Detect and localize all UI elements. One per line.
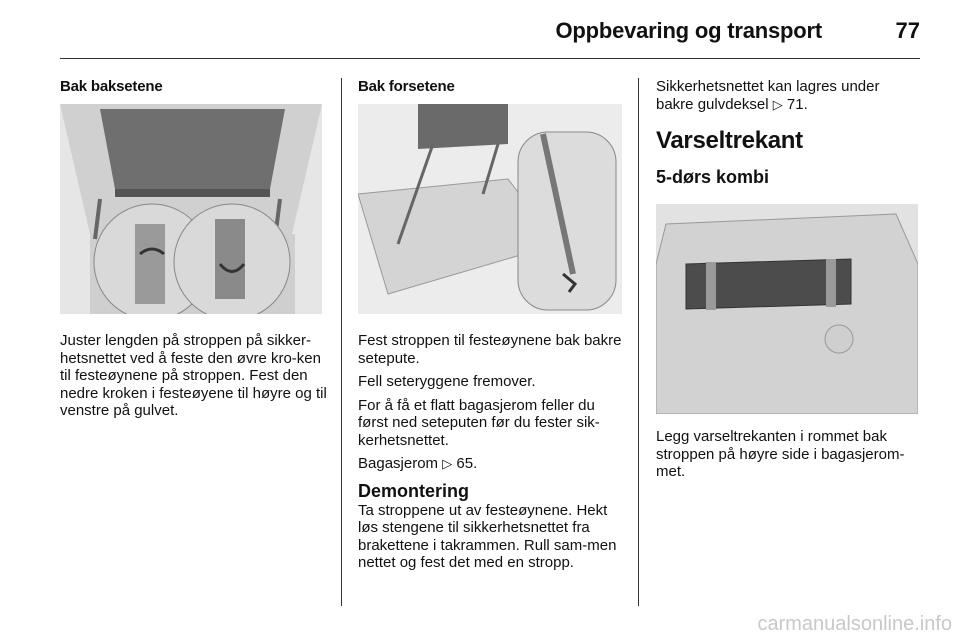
column-1-text <box>60 332 328 426</box>
paragraph-net-storage <box>656 78 920 113</box>
paragraph-fold-seatbacks: Fell seteryggene fremover. <box>358 373 536 390</box>
reference-arrow-icon: ▷ <box>442 456 453 471</box>
cargo-ref-text: Bagasjerom <box>358 455 439 472</box>
figure-warning-triangle <box>656 204 918 414</box>
column-divider-1 <box>341 78 342 606</box>
section-heading-bak-forsetene: Bak forsetene <box>358 78 455 95</box>
column-1 <box>60 78 328 95</box>
running-header-title: Oppbevaring og transport <box>555 18 822 43</box>
cargo-ref-page[interactable]: 65. <box>456 455 478 472</box>
paragraph-demontering: Ta stroppene ut av festeøynene. Hekt løs stengene til sikkerhetsnettet fra brakettene i takrammen. Rull sam-men nettet og fest det med en stropp. <box>358 501 617 571</box>
column-2-heading <box>358 78 626 95</box>
paragraph-adjust-strap: Juster lengden på stroppen på sikker-hetsnettet ved å feste den øvre kro-ken til festeøynene på stroppen. Fest den nedre kroken i festeøyene til høyre og til venstre på gulvet. <box>60 332 327 419</box>
header-rule <box>60 58 920 59</box>
subheading-5-dors-kombi: 5-dørs kombi <box>656 167 770 187</box>
reference-arrow-icon: ▷ <box>772 96 783 112</box>
paragraph-flat-cargo: For å få et flatt bagasjerom feller du først ned seteputen før du fester sik-kerhetsnettet. <box>358 396 600 449</box>
column-divider-2 <box>638 78 639 606</box>
column-2-text <box>358 332 626 578</box>
subheading-demontering: Demontering <box>358 480 470 501</box>
paragraph-fasten-strap: Fest stroppen til festeøynene bak bakre setepute. <box>358 332 622 367</box>
paragraph-cargo-ref <box>358 455 626 473</box>
net-storage-text: Sikkerhetsnettet kan lagres under bakre gulvdeksel <box>656 78 880 113</box>
column-3-text-top <box>656 78 920 188</box>
column-3-text-bottom <box>656 428 920 487</box>
paragraph-place-triangle: Legg varseltrekanten i rommet bak stroppen på høyre side i bagasjerom-met. <box>656 428 905 480</box>
net-storage-page[interactable]: 71. <box>786 95 808 113</box>
figure-front-seat-net <box>358 104 622 314</box>
section-heading-varseltrekant: Varseltrekant <box>656 127 803 154</box>
page-number: 77 <box>895 18 920 43</box>
watermark: carmanualsonline.info <box>757 613 952 635</box>
figure-seat-back-net <box>60 104 322 314</box>
section-heading-bak-baksetene: Bak baksetene <box>60 78 163 95</box>
